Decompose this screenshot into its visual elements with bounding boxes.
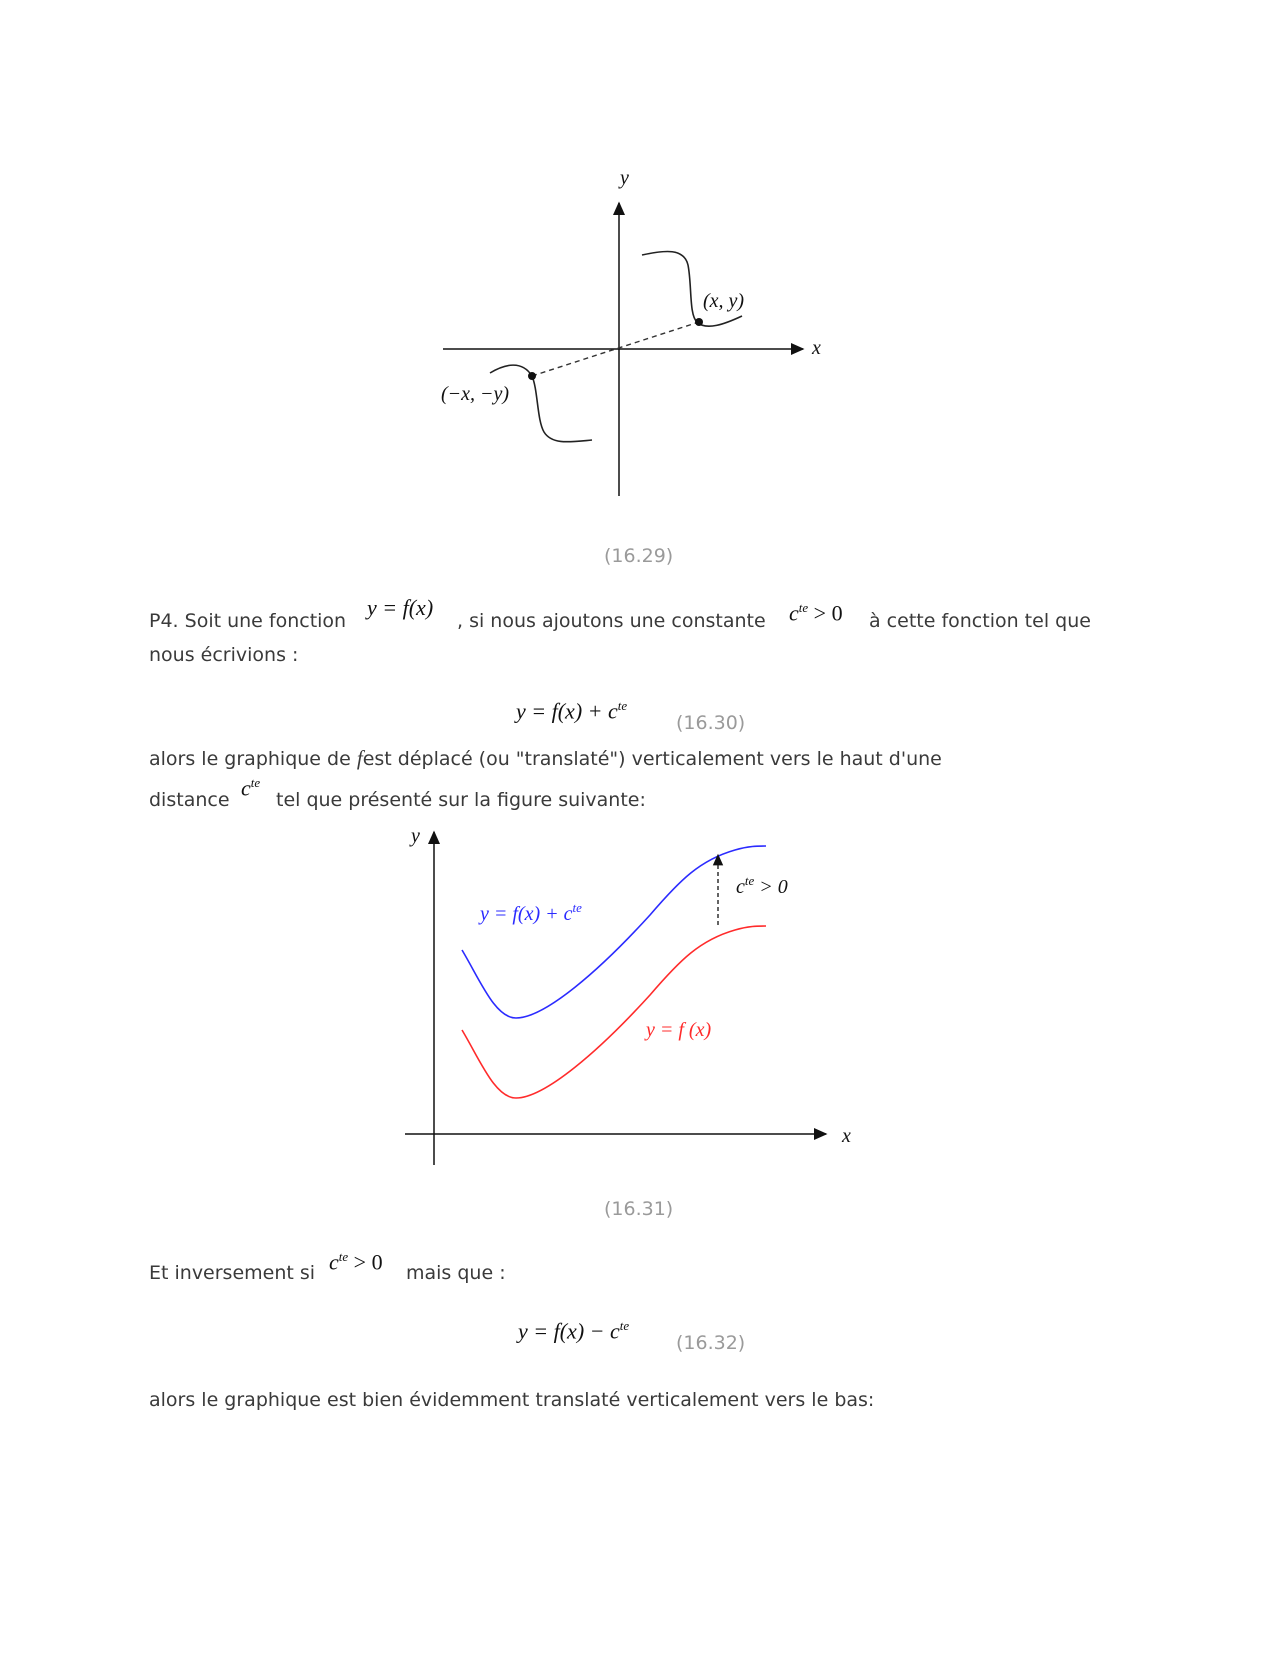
p4-prefix: P4. xyxy=(149,610,179,632)
p4-math-const: $c^{te} > 0$ xyxy=(789,600,843,626)
x-axis-label: x xyxy=(812,337,821,359)
p4-math-yfx: y = f(x) xyxy=(367,595,434,620)
x-axis-label: x xyxy=(842,1125,851,1147)
para2-math-const: $c^{te}$ xyxy=(241,775,261,801)
para4: alors le graphique est bien évidemment translaté verticalement vers le bas: xyxy=(149,1389,875,1411)
point-neg-label: (−x, −y) xyxy=(441,383,510,405)
point-x-y xyxy=(695,318,703,326)
equation-number-16-29: (16.29) xyxy=(604,545,674,567)
equation-16-32: $y = f(x) - c^{te}$ xyxy=(518,1318,630,1344)
italic-f: f xyxy=(356,746,363,770)
y-axis-label: y xyxy=(411,825,420,847)
para3-text2: mais que : xyxy=(406,1262,506,1284)
equation-number-16-32: (16.32) xyxy=(676,1332,746,1354)
p4-line2: nous écrivions : xyxy=(149,644,299,666)
shifted-curve-label: $y = f(x) + c^{te}$ xyxy=(480,900,582,925)
p4-line1 xyxy=(149,610,346,632)
curve-upper xyxy=(642,251,745,326)
equation-16-30: $y = f(x) + c^{te}$ xyxy=(516,698,628,724)
shifted-curve xyxy=(462,846,766,1018)
point-neg-x-neg-y xyxy=(528,372,536,380)
p4-text2: , si nous ajoutons une constante xyxy=(457,610,766,632)
arrow-label: $c^{te} > 0$ xyxy=(736,873,788,898)
p4-text3: à cette fonction tel que xyxy=(869,610,1091,632)
para3-text1: Et inversement si xyxy=(149,1262,316,1284)
point-x-y-label: (x, y) xyxy=(703,290,745,312)
equation-number-16-31: (16.31) xyxy=(604,1198,674,1220)
translation-figure xyxy=(0,820,1280,1180)
para2-line1: alors le graphique de fest déplacé (ou "translaté") verticalement vers le haut d'une xyxy=(149,746,942,770)
equation-number-16-30: (16.30) xyxy=(676,712,746,734)
para3-math: $c^{te} > 0$ xyxy=(329,1249,383,1275)
para2-distance: distance xyxy=(149,789,230,811)
odd-function-figure xyxy=(0,0,1280,520)
original-curve-label: y = f (x) xyxy=(646,1019,712,1041)
y-axis-label: y xyxy=(620,167,629,189)
para2-line2-rest: tel que présenté sur la figure suivante: xyxy=(276,789,646,811)
p4-text1: Soit une fonction xyxy=(184,610,347,632)
